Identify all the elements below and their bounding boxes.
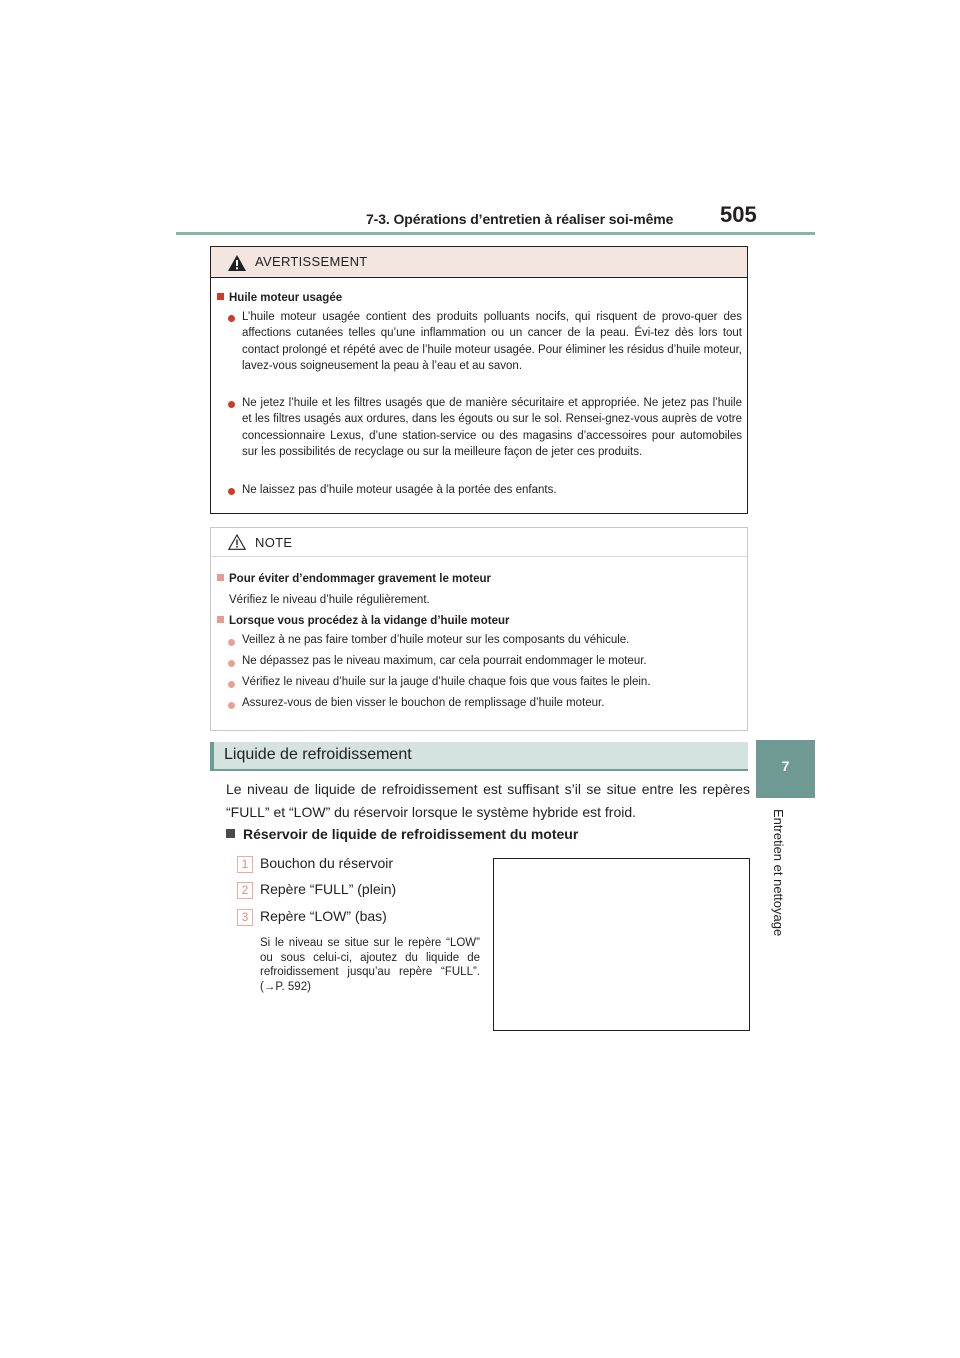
- warning-item: Ne jetez l’huile et les filtres usagés que de manière sécuritaire et appropriée. Ne jetez pas l’huile et les filtres usagés aux ordures, dans les égouts ou sur le sol. Rensei-gnez-vous auprès de votre concessionnaire Lexus, d’une station-service ou des magasins d’accessoires pour automobiles sur les possibilités de recyclage ou sur la meilleure façon de jeter ces produits.: [242, 397, 742, 459]
- chapter-tab: [756, 740, 815, 798]
- warning-triangle-icon: [228, 255, 246, 271]
- coolant-sub-heading: Réservoir de liquide de refroidissement du moteur: [226, 826, 578, 842]
- bullet-dot-icon: [228, 639, 235, 646]
- note-section-title: Lorsque vous procédez à la vidange d’huile moteur: [217, 615, 510, 627]
- reservoir-figure: [493, 858, 750, 1031]
- coolant-heading-text: Liquide de refroidissement: [224, 746, 412, 763]
- warning-item: Ne laissez pas d’huile moteur usagée à la portée des enfants.: [242, 484, 557, 496]
- warning-title: AVERTISSEMENT: [255, 254, 368, 269]
- callout-label: Repère “FULL” (plein): [260, 881, 397, 897]
- chapter-label: Entretien et nettoyage: [771, 809, 786, 937]
- callout-number-1: 1: [237, 856, 253, 873]
- warning-header: [211, 247, 747, 278]
- square-bullet-icon: [217, 616, 224, 623]
- note-item: Vérifiez le niveau d’huile sur la jauge d’huile chaque fois que vous faites le plein.: [242, 676, 651, 688]
- bullet-dot-icon: [228, 401, 235, 408]
- callout-label: Repère “LOW” (bas): [260, 908, 387, 924]
- square-bullet-icon: [226, 829, 235, 838]
- page-number: 505: [720, 202, 757, 227]
- caution-triangle-icon: [228, 534, 246, 550]
- bullet-dot-icon: [228, 660, 235, 667]
- note-header: [211, 528, 747, 557]
- note-text: Vérifiez le niveau d’huile régulièrement.: [229, 594, 430, 606]
- coolant-note: Si le niveau se situe sur le repère “LOW” ou sous celui-ci, ajoutez du liquide de refroidissement jusqu’au repère “FULL”. (→P. 592): [260, 937, 480, 993]
- coolant-body-text: Le niveau de liquide de refroidissement est suffisant s’il se situe entre les repères “FULL” et “LOW” du réservoir lorsque le système hybride est froid.: [226, 781, 750, 820]
- callout-number-2: 2: [237, 882, 253, 899]
- callout-label: Bouchon du réservoir: [260, 855, 394, 871]
- warning-box: [210, 246, 748, 514]
- chapter-number: 7: [781, 758, 790, 774]
- note-item: Ne dépassez pas le niveau maximum, car cela pourrait endommager le moteur.: [242, 655, 647, 667]
- note-box: [210, 527, 748, 731]
- square-bullet-icon: [217, 293, 224, 300]
- coolant-heading: [210, 742, 748, 770]
- coolant-heading-rule: [210, 769, 748, 771]
- warning-item: L’huile moteur usagée contient des produits polluants nocifs, qui risquent de provo-quer des affections cutanées telles qu’une inflammation ou un cancer de la peau. Évi-tez dès lors tout contact prolongé et répété avec de l’huile moteur usagée. Pour éliminer les résidus d’huile moteur, lavez-vous soigneusement la peau à l’eau et au savon.: [242, 311, 742, 373]
- header-rule: [176, 232, 815, 235]
- warning-section-title: Huile moteur usagée: [217, 292, 342, 304]
- bullet-dot-icon: [228, 702, 235, 709]
- square-bullet-icon: [217, 574, 224, 581]
- bullet-dot-icon: [228, 681, 235, 688]
- note-section-title: Pour éviter d’endommager gravement le moteur: [217, 573, 491, 585]
- section-title: 7-3. Opérations d’entretien à réaliser soi-même: [366, 211, 674, 227]
- bullet-dot-icon: [228, 488, 235, 495]
- note-item: Veillez à ne pas faire tomber d’huile moteur sur les composants du véhicule.: [242, 634, 630, 646]
- note-item: Assurez-vous de bien visser le bouchon de remplissage d’huile moteur.: [242, 697, 605, 709]
- note-title: NOTE: [255, 535, 293, 550]
- bullet-dot-icon: [228, 315, 235, 322]
- callout-number-3: 3: [237, 909, 253, 926]
